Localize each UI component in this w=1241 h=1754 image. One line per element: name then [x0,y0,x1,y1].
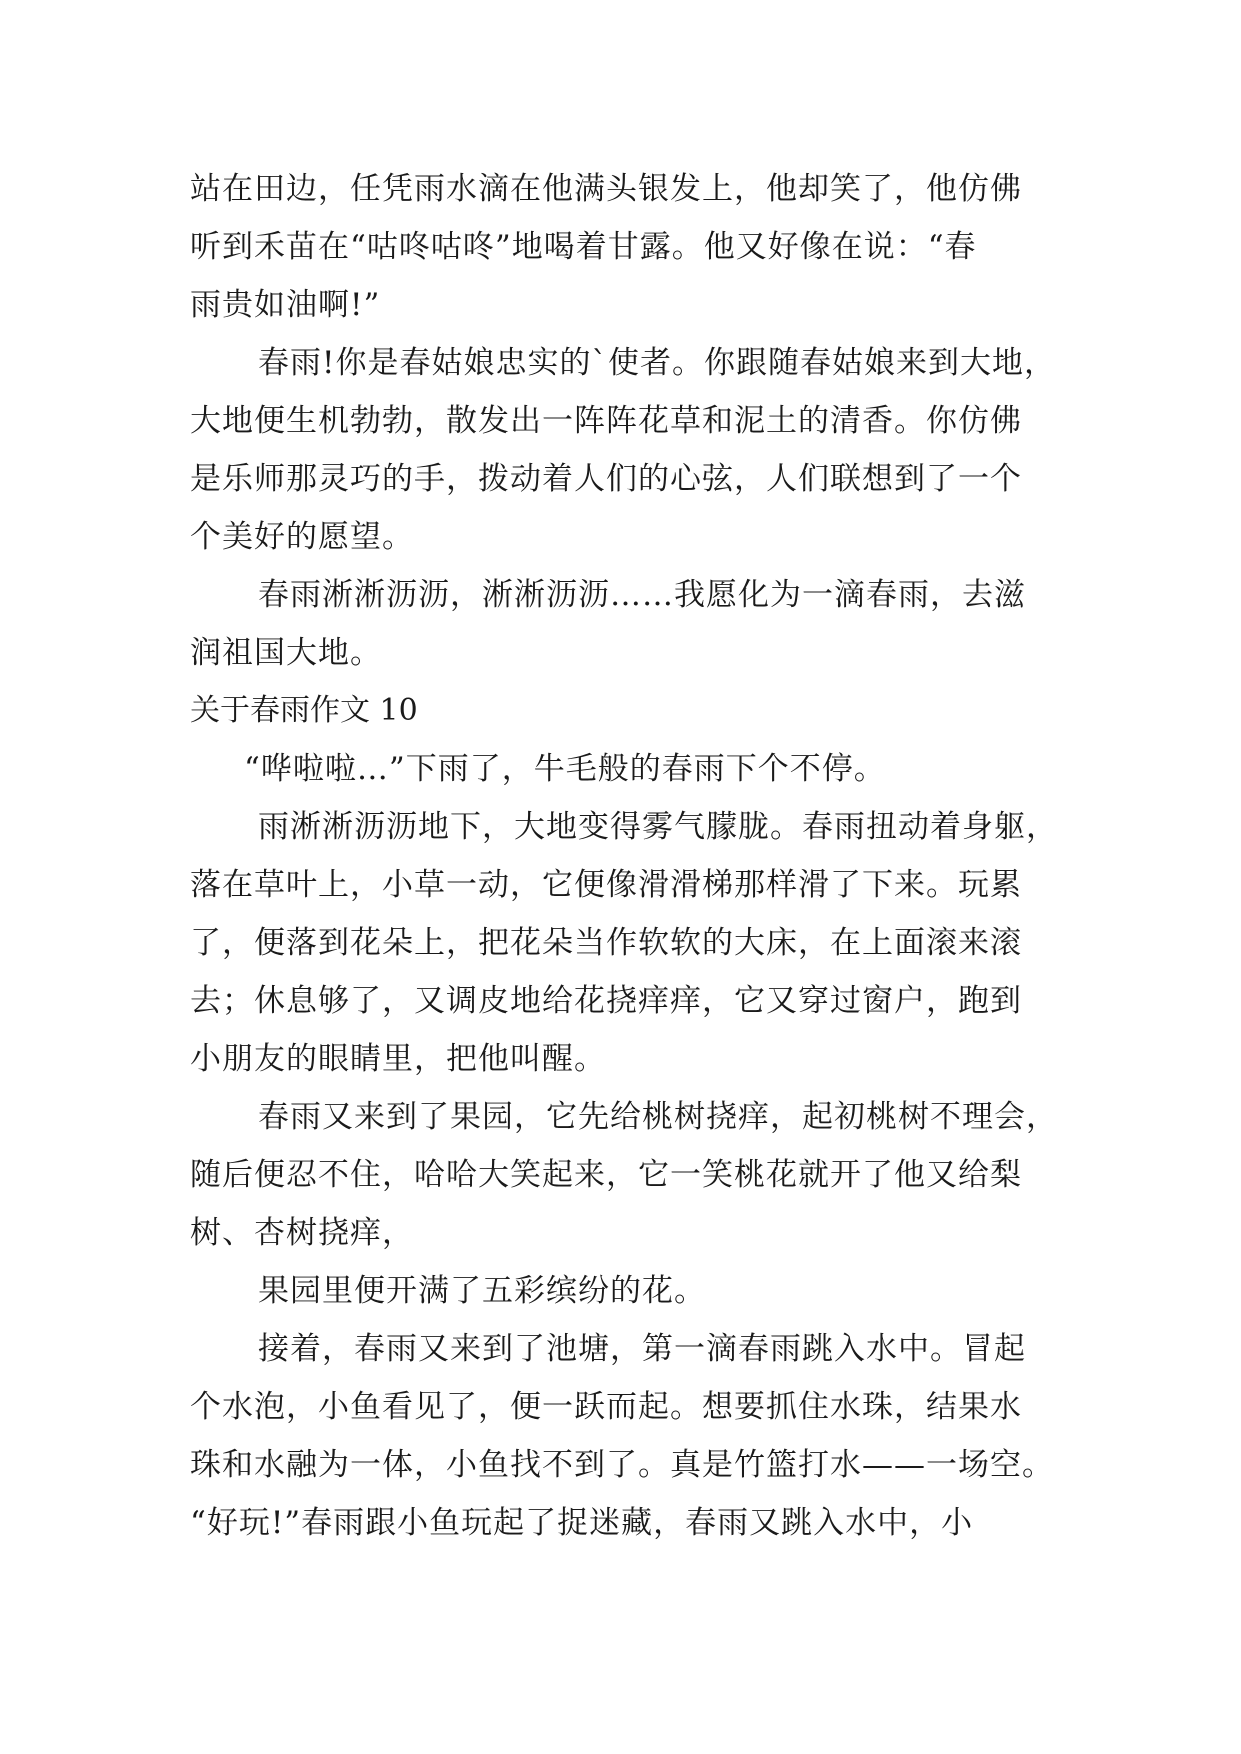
text-line: 小朋友的眼睛里，把他叫醒。 [190,1041,606,1077]
text-line: 落在草叶上，小草一动，它便像滑滑梯那样滑了下来。玩累 [190,867,1022,903]
text-line: 听到禾苗在“咕咚咕咚”地喝着甘露。他又好像在说：“春 [190,229,977,265]
essay-body [190,160,1058,1552]
text-line: 树、杏树挠痒， [190,1215,414,1251]
text-line: 站在田边，任凭雨水滴在他满头银发上，他却笑了，他仿佛 [190,171,1022,207]
text-line: 珠和水融为一体，小鱼找不到了。真是竹篮打水——一场空。 [190,1447,1054,1483]
text-line: 春雨又来到了果园，它先给桃树挠痒，起初桃树不理会， [258,1099,1058,1135]
text-line: 接着，春雨又来到了池塘，第一滴春雨跳入水中。冒起 [258,1331,1026,1367]
section-heading: 关于春雨作文 10 [190,693,418,728]
text-line: 雨贵如油啊!” [190,287,381,323]
text-line: 去；休息够了，又调皮地给花挠痒痒，它又穿过窗户，跑到 [190,983,1022,1019]
text-line: 大地便生机勃勃，散发出一阵阵花草和泥土的清香。你仿佛 [190,403,1022,439]
text-line: 润祖国大地。 [190,635,382,671]
text-line: 春雨!你是春姑娘忠实的`使者。你跟随春姑娘来到大地， [258,345,1056,381]
text-line: 随后便忍不住，哈哈大笑起来，它一笑桃花就开了他又给梨 [190,1157,1022,1193]
text-line: 果园里便开满了五彩缤纷的花。 [258,1273,706,1309]
text-line: 个美好的愿望。 [190,519,414,555]
text-line: “好玩!”春雨跟小鱼玩起了捉迷藏，春雨又跳入水中，小 [190,1505,974,1541]
text-line: 雨淅淅沥沥地下，大地变得雾气朦胧。春雨扭动着身躯， [258,809,1058,845]
text-line: 了，便落到花朵上，把花朵当作软软的大床，在上面滚来滚 [190,925,1022,961]
text-line: 春雨淅淅沥沥，淅淅沥沥……我愿化为一滴春雨，去滋 [258,577,1026,613]
text-line: 是乐师那灵巧的手，拨动着人们的心弦，人们联想到了一个 [190,461,1022,497]
text-line: “哗啦啦…”下雨了，牛毛般的春雨下个不停。 [244,751,886,787]
text-line: 个水泡，小鱼看见了，便一跃而起。想要抓住水珠，结果水 [190,1389,1022,1425]
